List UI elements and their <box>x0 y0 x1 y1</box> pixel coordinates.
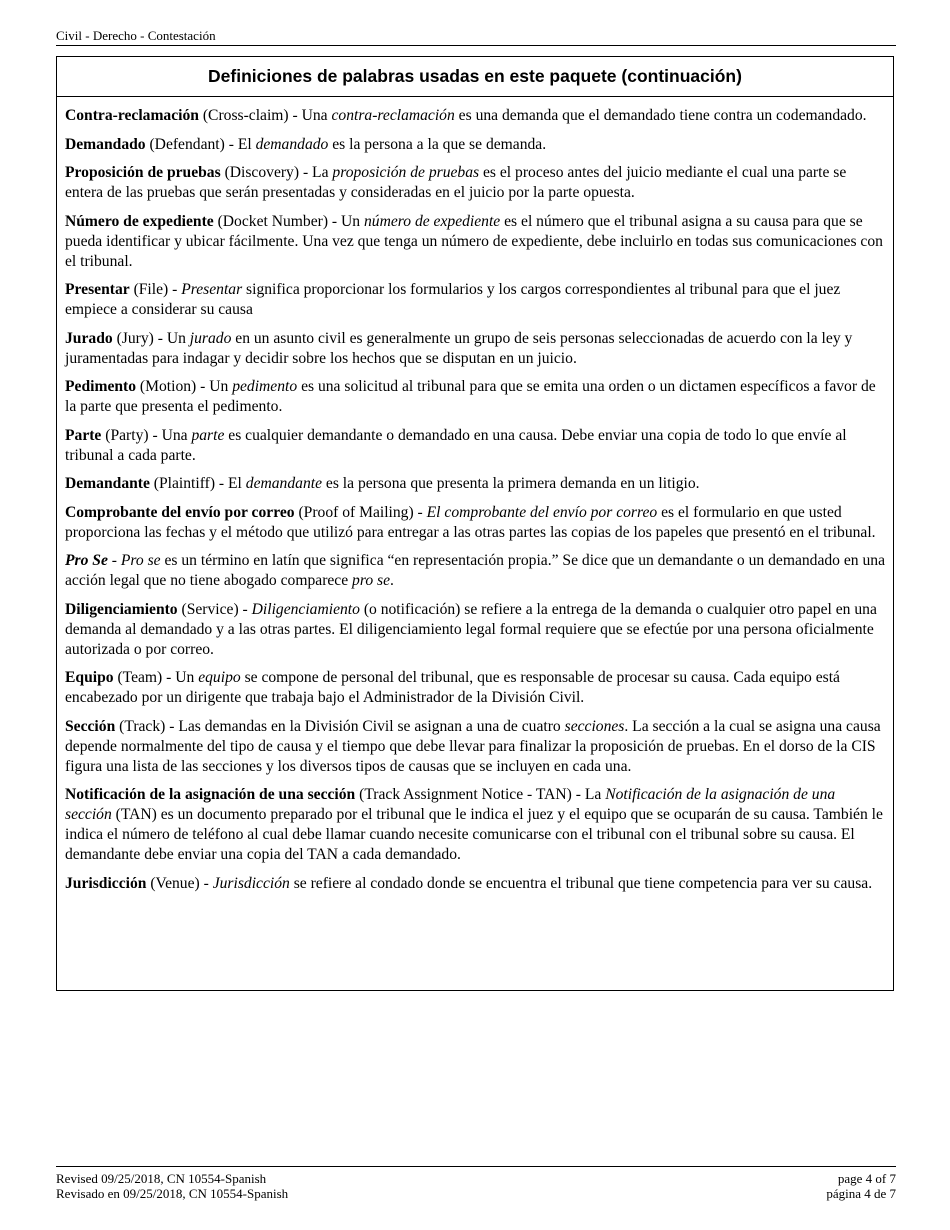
page-number-spanish: página 4 de 7 <box>826 1186 896 1201</box>
definition-item: Comprobante del envío por correo (Proof of Mailing) - El comprobante del envío por correo es el formulario en que usted proporciona las fechas y el método que utilizó para entregar a las otras partes las copias de los papeles que presentó en el tribunal. <box>65 503 876 541</box>
definition-term: Equipo <box>65 669 114 686</box>
definition-item: Diligenciamiento (Service) - Diligenciamiento (o notificación) se refiere a la entrega de la demanda o cualquier otro papel en una demanda al demandado y a las otras partes. El diligenciamiento legal formal requiere que se efectúe por una persona oficialmente autorizada o por correo. <box>65 600 877 658</box>
definition-item: Equipo (Team) - Un equipo se compone de personal del tribunal, que es responsable de procesar su causa. Cada equipo está encabezado por un dirigente que trabaja bajo el Administrador de la División Civil. <box>65 669 840 706</box>
footer-divider <box>56 1166 896 1167</box>
definition-term: Demandante <box>65 475 150 492</box>
box-title: Definiciones de palabras usadas en este paquete (continuación) <box>57 57 893 97</box>
definition-term: Proposición de pruebas <box>65 164 221 181</box>
page-footer <box>56 1171 896 1201</box>
definition-item: Jurado (Jury) - Un jurado en un asunto civil es generalmente un grupo de seis personas seleccionadas de acuerdo con la ley y juramentadas para indagar y decidir sobre los hechos que se disputan en un juicio. <box>65 329 853 367</box>
definition-term: Demandado <box>65 135 146 153</box>
definition-item: Número de expediente (Docket Number) - Un número de expediente es el número que el tribunal asigna a su causa para que se pueda identificar y ubicar fácilmente. Una vez que tenga un número de expediente, debe incluirlo en todas sus comunicaciones con el tribunal. <box>65 212 883 270</box>
definition-term: Número de expediente <box>65 212 214 230</box>
definition-item: Contra-reclamación (Cross-claim) - Una contra-reclamación es una demanda que el demandado tiene contra un codemandado. <box>65 107 867 124</box>
definition-item: Parte (Party) - Una parte es cualquier demandante o demandado en una causa. Debe enviar una copia de todo lo que envíe al tribunal a cada parte. <box>65 426 847 464</box>
page-number-english: page 4 of 7 <box>837 1171 896 1186</box>
definition-term: Parte <box>65 426 102 444</box>
definitions-list <box>57 97 893 894</box>
definition-item: Pro Se - Pro se es un término en latín que significa “en representación propia.” Se dice que un demandante o un demandado en una acción legal que no tiene abogado comparece pro se. <box>65 552 886 589</box>
definition-term: Jurisdicción <box>65 874 147 892</box>
definition-term: Contra-reclamación <box>65 107 199 124</box>
definition-term: Sección <box>65 717 116 735</box>
definition-term: Jurado <box>65 329 113 347</box>
definition-item: Proposición de pruebas (Discovery) - La proposición de pruebas es el proceso antes del juicio mediante el cual una parte se entera de las pruebas que serán presentadas y consideradas en el juicio por la parte opuesta. <box>65 164 847 201</box>
revised-spanish: Revisado en 09/25/2018, CN 10554-Spanish <box>56 1186 289 1201</box>
footer-revision <box>56 1171 288 1201</box>
definition-term: Notificación de la asignación de una sección <box>65 786 356 803</box>
page-header: Civil - Derecho - Contestación <box>56 28 896 46</box>
definition-term: Pedimento <box>65 378 137 395</box>
definition-term: Comprobante del envío por correo <box>65 503 295 521</box>
definition-term: Diligenciamiento <box>65 600 178 618</box>
revised-english: Revised 09/25/2018, CN 10554-Spanish <box>56 1171 267 1186</box>
definition-item: Demandado (Defendant) - El demandado es la persona a la que se demanda. <box>65 135 547 153</box>
definition-term: Presentar <box>65 281 130 298</box>
definition-term: Pro Se <box>65 552 108 569</box>
definition-item: Presentar (File) - Presentar significa proporcionar los formularios y los cargos correspondientes al tribunal para que el juez empiece a considerar su causa <box>65 281 841 318</box>
definition-item: Demandante (Plaintiff) - El demandante es la persona que presenta la primera demanda en un litigio. <box>65 475 700 492</box>
definitions-box <box>56 56 894 991</box>
definition-item: Sección (Track) - Las demandas en la División Civil se asignan a una de cuatro secciones. La sección a la cual se asigna una causa depende normalmente del tipo de causa y el tiempo que debe llevar para finalizar la proposición de pruebas. En el dorso de la CIS figura una lista de las secciones y los diversos tipos de causas que se incluyen en cada una. <box>65 717 881 775</box>
definition-item: Notificación de la asignación de una sección (Track Assignment Notice - TAN) - La Notificación de la asignación de una sección (TAN) es un documento preparado por el tribunal que le indica el juez y el equipo que se ocuparán de su causa. También le indica el número de teléfono al cual debe llamar cuando necesite comunicarse con el tribunal con el tribunal sobre su causa. El demandante debe enviar una copia del TAN a cada demandado. <box>65 786 883 863</box>
definition-item: Jurisdicción (Venue) - Jurisdicción se refiere al condado donde se encuentra el tribunal que tiene competencia para ver su causa. <box>65 874 873 892</box>
footer-page-number <box>826 1171 896 1201</box>
definition-item: Pedimento (Motion) - Un pedimento es una solicitud al tribunal para que se emita una orden o un dictamen específicos a favor de la parte que presenta el pedimento. <box>65 378 876 415</box>
